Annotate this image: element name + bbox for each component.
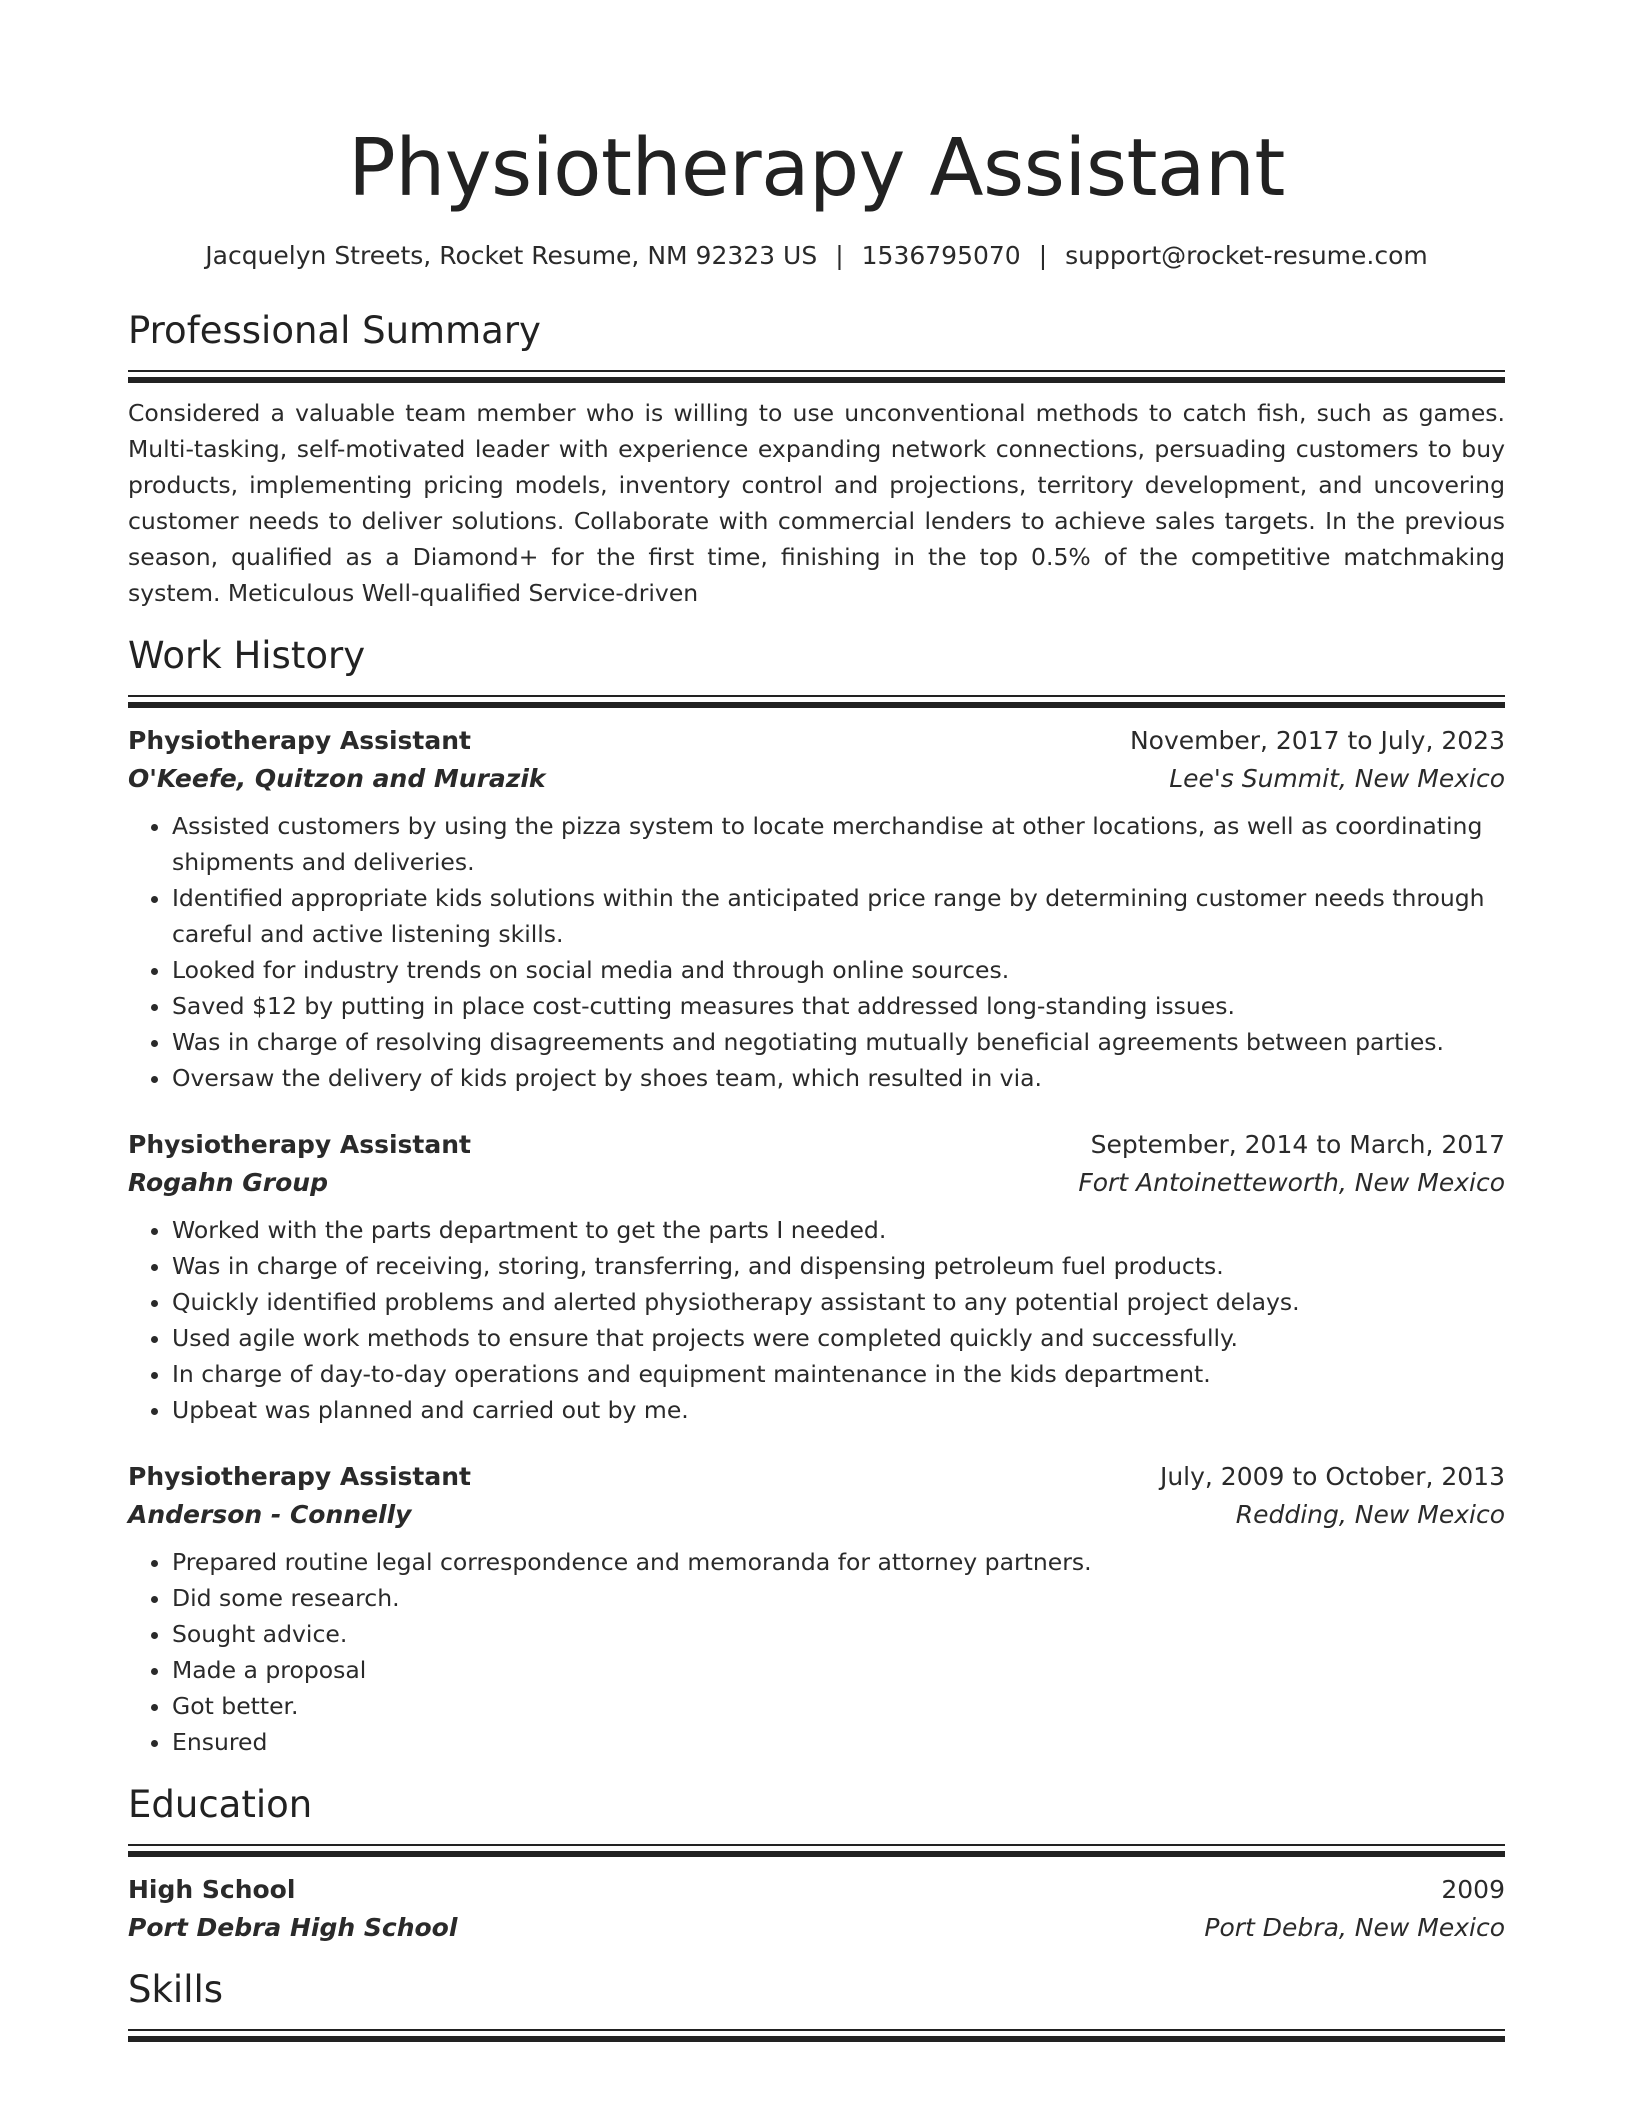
job-bullets [128, 808, 1505, 1096]
list-item: • In charge of day-to-day operations and equipment maintenance in the kids department. [172, 1356, 1505, 1392]
education-year: 2009 [1441, 1875, 1505, 1904]
list-item: • Did some research. [172, 1580, 1505, 1616]
job-dates: July, 2009 to October, 2013 [1159, 1462, 1505, 1491]
contact-separator: | [1038, 241, 1048, 270]
job-bullets [128, 1544, 1505, 1760]
list-item: • Upbeat was planned and carried out by me. [172, 1392, 1505, 1428]
job-location: Lee's Summit, New Mexico [1169, 764, 1505, 793]
section-divider [128, 2029, 1505, 2031]
list-item: • Oversaw the delivery of kids project by shoes team, which resulted in via. [172, 1060, 1505, 1096]
job-entry [128, 1126, 1505, 1428]
list-item: • Looked for industry trends on social media and through online sources. [172, 952, 1505, 988]
list-item: • Used agile work methods to ensure that projects were completed quickly and successfully. [172, 1320, 1505, 1356]
list-item: • Ensured [172, 1724, 1505, 1760]
section-title-work: Work History [128, 634, 366, 677]
summary-section-header [128, 308, 1505, 383]
resume-title: Physiotherapy Assistant [348, 122, 1285, 214]
education-entry [128, 1871, 1505, 1947]
list-item: • Assisted customers by using the pizza system to locate merchandise at other locations, as well as coordinating shipments and deliveries. [172, 808, 1505, 880]
education-section-header [128, 1782, 1505, 1857]
contact-separator: | [835, 241, 844, 270]
section-divider-thick [128, 377, 1505, 383]
section-divider [128, 695, 1505, 697]
section-divider-thick [128, 702, 1505, 708]
list-item: • Saved $12 by putting in place cost-cutting measures that addressed long-standing issues. [172, 988, 1505, 1024]
job-role: Physiotherapy Assistant [128, 1462, 471, 1491]
job-location: Fort Antoinetteworth, New Mexico [1078, 1168, 1505, 1197]
list-item: • Sought advice. [172, 1616, 1505, 1652]
list-item: • Got better. [172, 1688, 1505, 1724]
list-item: • Made a proposal [172, 1652, 1505, 1688]
education-school: Port Debra High School [128, 1913, 458, 1942]
contact-email: support@rocket-resume.com [1065, 241, 1428, 270]
job-company: Anderson - Connelly [128, 1500, 412, 1529]
job-location: Redding, New Mexico [1235, 1500, 1505, 1529]
list-item: • Prepared routine legal correspondence and memoranda for attorney partners. [172, 1544, 1505, 1580]
summary-text: Considered a valuable team member who is willing to use unconventional methods to catch fish, such as games. Multi-tasking, self-motivated leader with experience expanding network connections, persuading customers to buy products, implementing pricing models, inventory control and projections, territory development, and uncovering customer needs to deliver solutions. Collaborate with commercial lenders to achieve sales targets. In the previous season, qualified as a Diamond+ for the first time, finishing in the top 0.5% of the competitive matchmaking system. Meticulous Well-qualified Service-driven [128, 399, 1505, 607]
job-company: Rogahn Group [128, 1168, 328, 1197]
job-entry [128, 722, 1505, 1096]
work-section-header [128, 633, 1505, 708]
job-role: Physiotherapy Assistant [128, 726, 471, 755]
list-item: • Worked with the parts department to get the parts I needed. [172, 1212, 1505, 1248]
section-title-education: Education [128, 1783, 313, 1826]
list-item: • Was in charge of resolving disagreements and negotiating mutually beneficial agreements between parties. [172, 1024, 1505, 1060]
education-degree: High School [128, 1875, 296, 1904]
job-bullets [128, 1212, 1505, 1428]
section-divider [128, 1844, 1505, 1846]
education-location: Port Debra, New Mexico [1204, 1913, 1505, 1942]
section-title-skills: Skills [128, 1968, 224, 2011]
section-title-summary: Professional Summary [128, 309, 541, 352]
list-item: • Identified appropriate kids solutions within the anticipated price range by determining customer needs through careful and active listening skills. [172, 880, 1505, 952]
list-item: • Quickly identified problems and alerted physiotherapy assistant to any potential project delays. [172, 1284, 1505, 1320]
list-item: • Was in charge of receiving, storing, transferring, and dispensing petroleum fuel products. [172, 1248, 1505, 1284]
job-company: O'Keefe, Quitzon and Murazik [128, 764, 546, 793]
section-divider [128, 370, 1505, 372]
contact-phone: 1536795070 [861, 241, 1021, 270]
job-role: Physiotherapy Assistant [128, 1130, 471, 1159]
contact-line [128, 240, 1505, 272]
job-dates: September, 2014 to March, 2017 [1090, 1130, 1505, 1159]
section-divider-thick [128, 2036, 1505, 2042]
section-divider-thick [128, 1851, 1505, 1857]
skills-section-header [128, 1967, 1505, 2042]
job-dates: November, 2017 to July, 2023 [1129, 726, 1505, 755]
contact-address: Jacquelyn Streets, Rocket Resume, NM 92323 US [205, 241, 818, 270]
job-entry [128, 1458, 1505, 1760]
